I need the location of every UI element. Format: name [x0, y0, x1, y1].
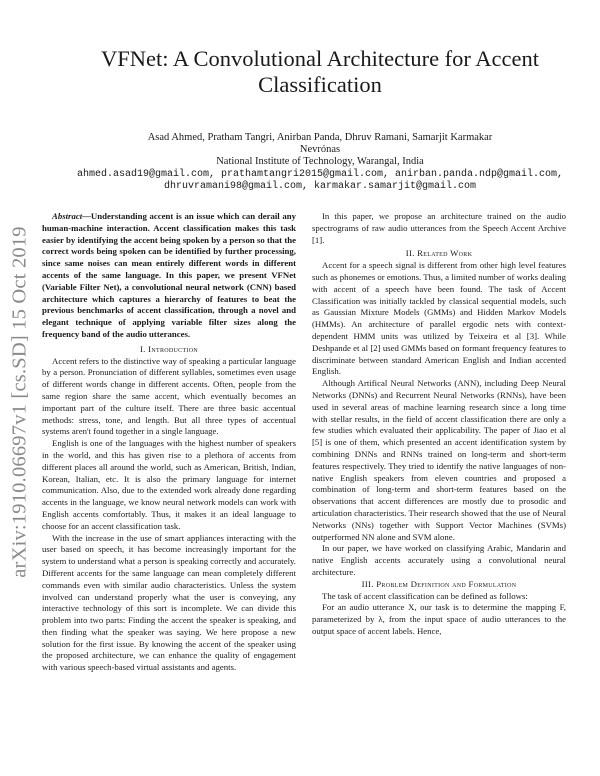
related-work-paragraph: Accent for a speech signal is different from other high level features such as phonemes or emotions. Thus, a limited number of works dealing with accent of a speech have been found. The task of Accent Classification was initially tackled by classical sequential models, such as Gaussian Mixture Models (GMMs) and Hidden Markov Models (HMMs). An architecture of parallel ergodic nets with context-dependent HMM units was utilized by Teixeira et al [3]. While Deshpande et al [2] used GMMs based on formant frequency features to discriminate between standard American English and Indian accented English. [312, 260, 566, 377]
arxiv-stamp [2, 192, 38, 612]
abstract [42, 211, 296, 341]
intro-paragraph: With the increase in the use of smart appliances interacting with the user based on speech, it has become increasingly important for the system to understand what a person is speaking correctly and accurately. Different accents for the same language can mean completely different commands even with similar audio characteristics. Unless the system involved can understand properly what the user is conveying, any interactive technology of this sort is incomplete. We can divide this problem into two parts: Finding the accent the speaker is speaking, and then finding what the speaker was saying. We here propose a new solution for the first issue. By knowing the accent of the speaker using the proposed architecture, we can enhance the quality of engagement with various speech-based virtual assistants and agents. [42, 532, 296, 673]
section-heading-introduction: I. Introduction [139, 343, 199, 354]
author-list: Asad Ahmed, Pratham Tangri, Anirban Panda, Dhruv Ramani, Samarjit Karmakar [147, 132, 493, 143]
intro-paragraph: In this paper, we propose an architecture trained on the audio spectrograms of raw audio utterances from the Speech Accent Archive [1]. [312, 211, 566, 245]
section-heading-problem-definition: III. Problem Definition and Formulation [361, 578, 517, 589]
emails-line1: ahmed.asad19@gmail.com, prathamtangri2015@gmail.com, anirban.panda.ndp@gmail.com, [76, 169, 564, 180]
right-column [312, 211, 566, 638]
section-heading-related-work: II. Related Work [405, 248, 473, 259]
paper-title-line2: Classification [258, 72, 382, 97]
problem-paragraph: For an audio utterance X, our task is to determine the mapping F, parameterized by λ, from the input space of audio utterances to the output space of accent labels. Hence, [312, 602, 566, 636]
arxiv-id: arXiv:1910.06697v1 [cs.SD] 15 Oct 2019 [8, 226, 31, 578]
problem-paragraph: The task of accent classification can be defined as follows: [322, 590, 528, 601]
affiliation-short: Nevrónas [299, 144, 341, 155]
abstract-text: —Understanding accent is an issue which can derail any human-machine interaction. Accent classification makes this task easier by identifying the accent being spoken by a person so that the correct words being spoken can be identified by further processing, since same noises can mean entirely different words in different accents of the same language. In this paper, we present VFNet (Variable Filter Net), a convolutional neural network (CNN) based architecture which captures a hierarchy of features to beat the previous benchmarks of accent classification, through a novel and elegant technique of applying variable filter sizes along the frequency band of the audio utterances. [42, 211, 296, 339]
emails-line2: dhruvramani98@gmail.com, karmakar.samarjit@gmail.com [163, 181, 477, 192]
related-work-paragraph: In our paper, we have worked on classifying Arabic, Mandarin and native English accents accurately using a convolutional neural architecture. [312, 543, 566, 577]
related-work-paragraph: Although Artifical Neural Networks (ANN), including Deep Neural Networks (DNNs) and Recurrent Neural Networks (RNNs), have been used in several areas of machine learning research since a long time with stellar results, in the field of accent classification there are only a few studies which evaluated their applicability. The paper of Jiao et al [5] is one of them, which presented an accent identification system by combining DNNs and RNNs trained on long-term and short-term features respectively. They tried to identify the native languages of non-native English speakers from eleven countries and proposed a combination of long-term and short-term features based on the observations that accent differences are mostly due to prosodic and articulation characteristics. Their research showed that the use of Neural Networks (NNs) together with Support Vector Machines (SVMs) outperformed NN alone and SVM alone. [312, 378, 566, 542]
intro-paragraph: Accent refers to the distinctive way of speaking a particular language by a person. Pronunciation of different syllables, sometimes even usage of different words change in different accents. Often, people from the same region share the same accent, which eventually becomes an important part of the culture itself. There are three basic accentual methods: stress, tone, and length. But all three types of accentual systems aren't found together in a single language. [42, 355, 296, 437]
intro-paragraph: English is one of the languages with the highest number of speakers in the world, and this has given rise to a plethora of accents from different places all around the world, such as American, British, Indian, Korean, Italian, etc. It is also the primary language for internet communication. Also, due to the extended work already done regarding accents in the language, we know neural network models can work with English accents comfortably. Thus, it makes it an ideal language to choose for an accent classification task. [42, 438, 296, 531]
abstract-label: Abstract [52, 211, 83, 221]
paper-title-line1: VFNet: A Convolutional Architecture for Accent [100, 46, 540, 71]
left-column [42, 211, 296, 674]
institution: National Institute of Technology, Warangal, India [216, 156, 424, 167]
